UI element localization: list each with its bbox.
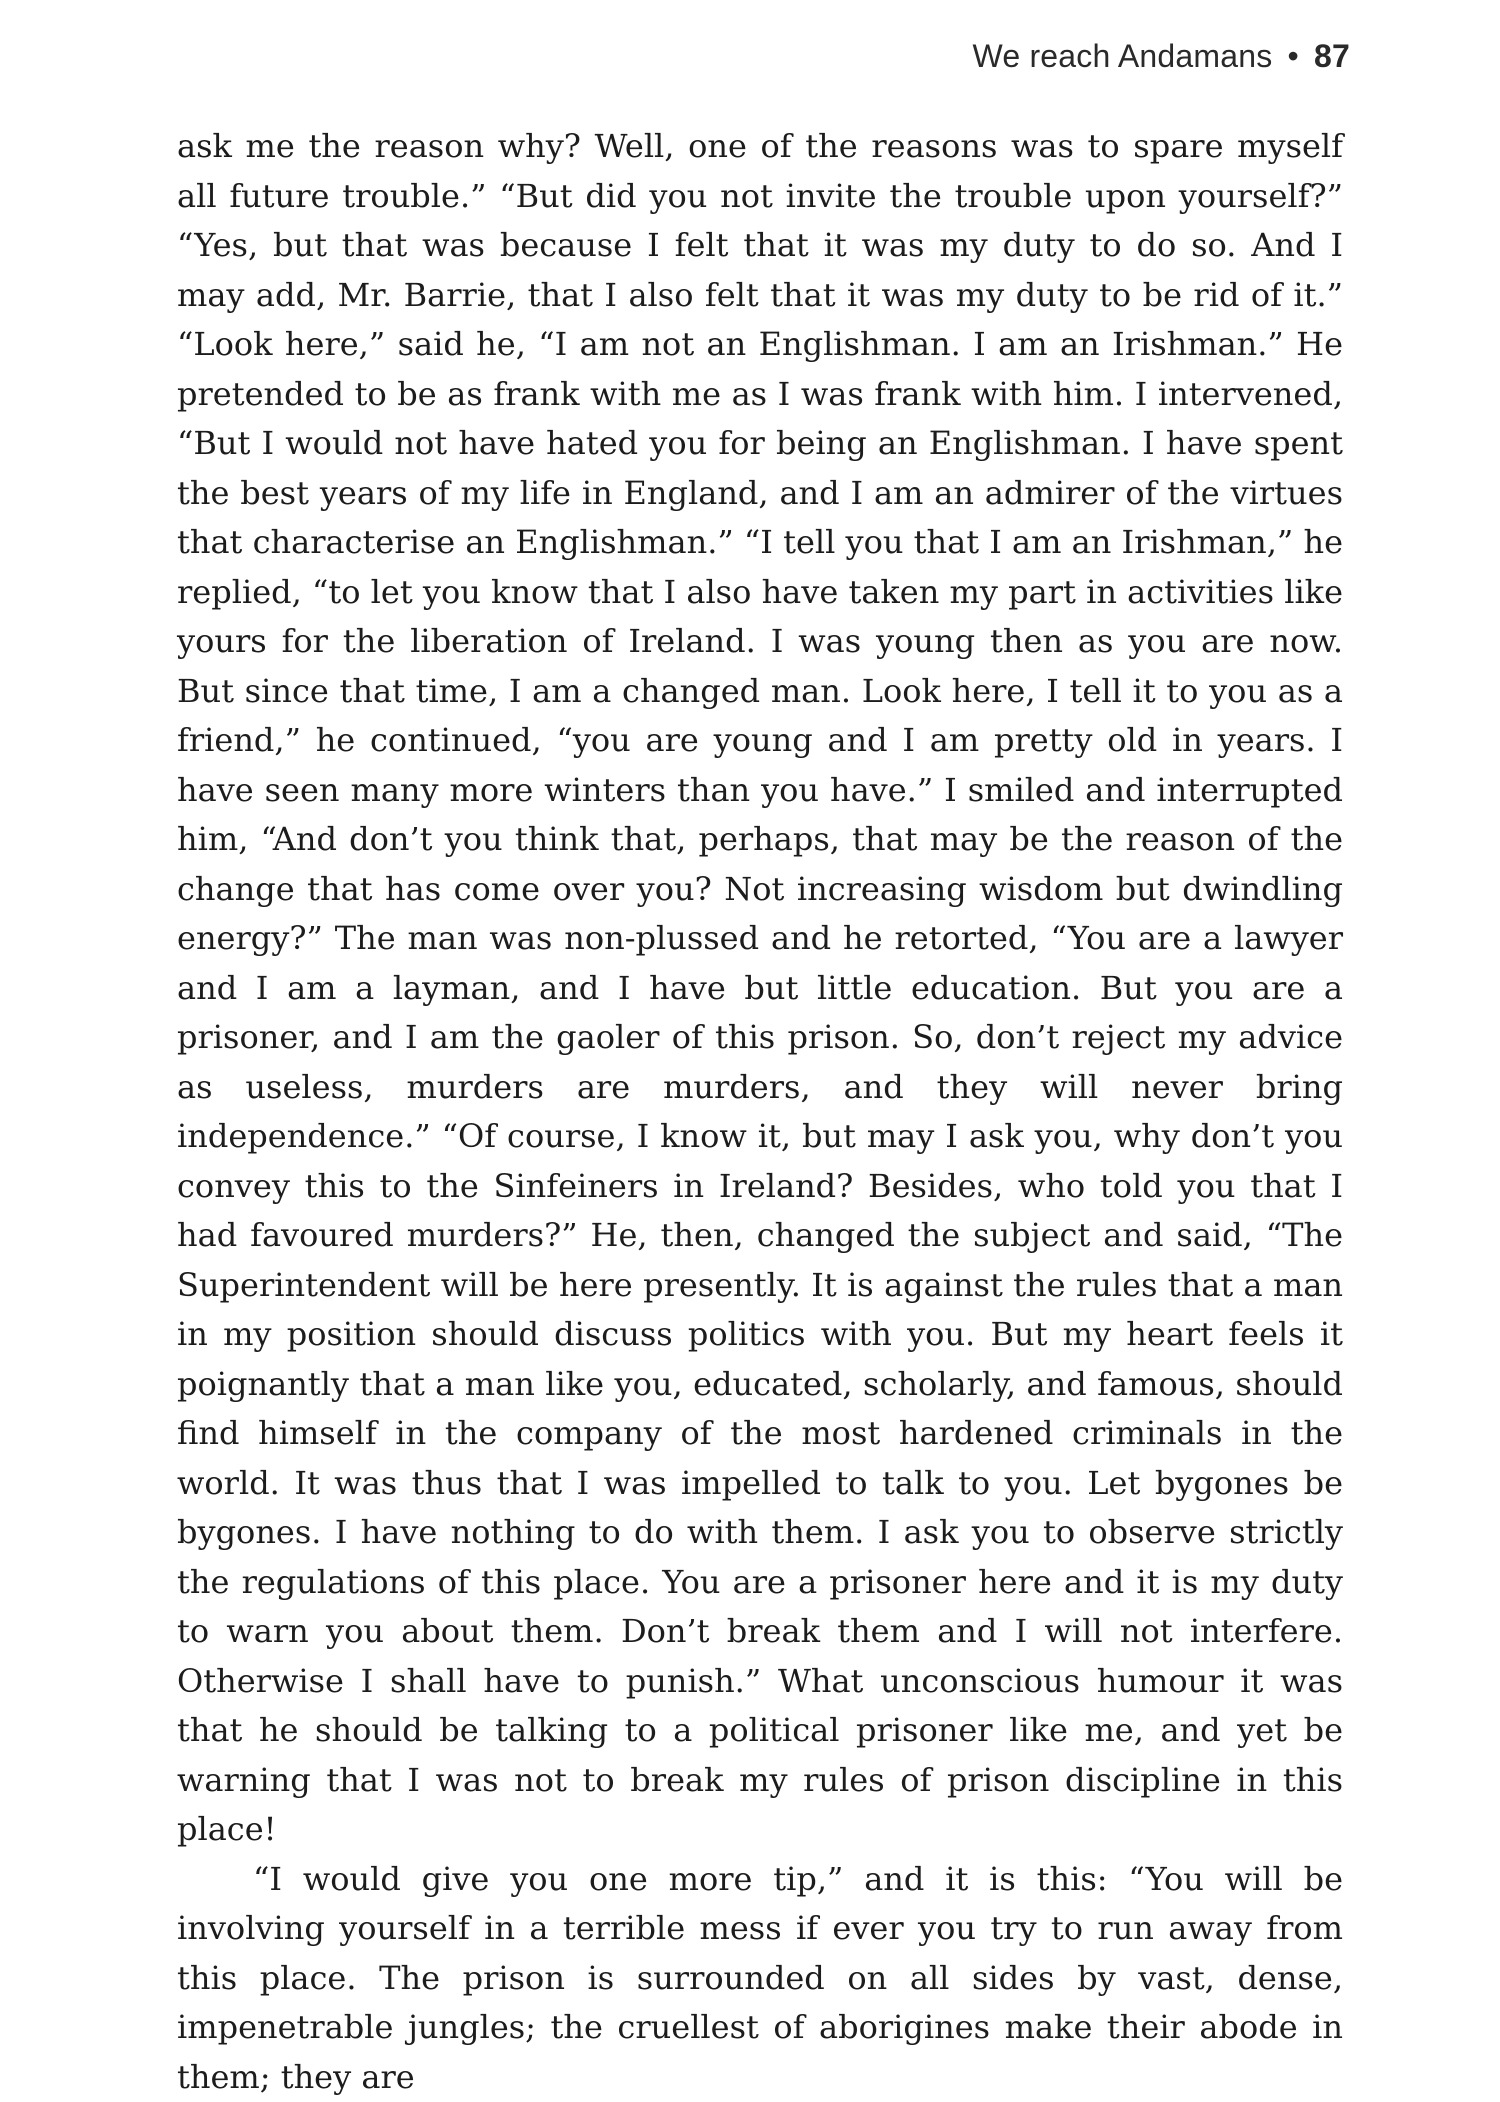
paragraph-tip: “I would give you one more tip,” and it is this: “You will be involving yourself in a terrible mess if ever you try to run away from this place. The prison is surrounded on all sides by vast, dense, impenetrable jungles; the cruellest of aborigines make their abode in them; they are [177, 1855, 1343, 2102]
header-separator: • [1282, 38, 1305, 74]
page-number: 87 [1314, 38, 1350, 74]
body-text [177, 122, 1343, 2102]
running-header [973, 38, 1350, 75]
paragraph-continued: ask me the reason why? Well, one of the reasons was to spare myself all future trouble.” “But did you not invite the trouble upon yourself?” “Yes, but that was because I felt that it was my duty to do so. And I may add, Mr. Barrie, that I also felt that it was my duty to be rid of it.” “Look here,” said he, “I am not an Englishman. I am an Irishman.” He pretended to be as frank with me as I was frank with him. I intervened, “But I would not have hated you for being an Englishman. I have spent the best years of my life in England, and I am an admirer of the virtues that characterise an Englishman.” “I tell you that I am an Irishman,” he replied, “to let you know that I also have taken my part in activities like yours for the liberation of Ireland. I was young then as you are now. But since that time, I am a changed man. Look here, I tell it to you as a friend,” he continued, “you are young and I am pretty old in years. I have seen many more winters than you have.” I smiled and interrupted him, “And don’t you think that, perhaps, that may be the reason of the change that has come over you? Not increasing wisdom but dwindling energy?” The man was non-plussed and he retorted, “You are a lawyer and I am a layman, and I have but little education. But you are a prisoner, and I am the gaoler of this prison. So, don’t reject my advice as useless, murders are murders, and they will never bring independence.” “Of course, I know it, but may I ask you, why don’t you convey this to the Sinfeiners in Ireland? Besides, who told you that I had favoured murders?” He, then, changed the subject and said, “The Superintendent will be here presently. It is against the rules that a man in my position should discuss politics with you. But my heart feels it poignantly that a man like you, educated, scholarly, and famous, should find himself in the company of the most hardened criminals in the world. It was thus that I was impelled to talk to you. Let bygones be bygones. I have nothing to do with them. I ask you to observe strictly the regulations of this place. You are a prisoner here and it is my duty to warn you about them. Don’t break them and I will not interfere. Otherwise I shall have to punish.” What unconscious humour it was that he should be talking to a political prisoner like me, and yet be warning that I was not to break my rules of prison discipline in this place! [177, 122, 1343, 1855]
chapter-title: We reach Andamans [973, 38, 1273, 74]
